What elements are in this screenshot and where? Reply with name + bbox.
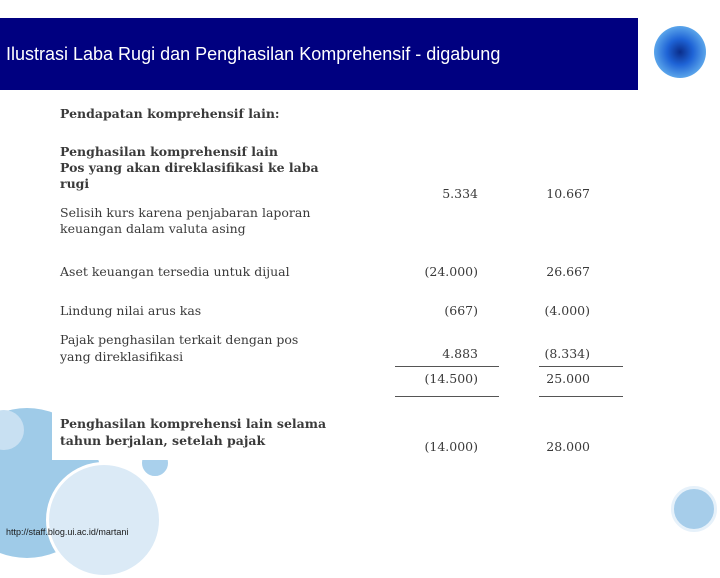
rule-line xyxy=(395,366,499,367)
row-value-col2: (4.000) xyxy=(544,303,590,318)
row-value-col1: (24.000) xyxy=(424,264,478,279)
row-label: Lindung nilai arus kas xyxy=(60,303,202,318)
decor-circle-bottom-right xyxy=(671,486,717,532)
section-title-line2: Pos yang akan direklasifikasi ke laba xyxy=(60,160,319,175)
row-label: Pajak penghasilan terkait dengan pos xyxy=(60,332,299,347)
total-col1: (14.000) xyxy=(424,439,478,454)
section-title-line3: rugi xyxy=(60,176,90,191)
row-label: Aset keuangan tersedia untuk dijual xyxy=(60,264,290,279)
row-value-col1: (667) xyxy=(444,303,478,318)
total-label: Penghasilan komprehensi lain selama xyxy=(60,416,327,431)
rule-line xyxy=(539,366,623,367)
subtotal-col2: 25.000 xyxy=(546,371,590,386)
section-title-line1: Penghasilan komprehensif lain xyxy=(60,144,278,159)
row-label: keuangan dalam valuta asing xyxy=(60,221,246,236)
total-col2: 28.000 xyxy=(546,439,590,454)
row-value-col2: 10.667 xyxy=(546,186,590,201)
decor-circle-medium xyxy=(46,462,162,578)
statement-image xyxy=(52,96,638,460)
footer-url: http://staff.blog.ui.ac.id/martani xyxy=(6,527,129,537)
subtotal-col1: (14.500) xyxy=(424,371,478,386)
row-label: yang direklasifikasi xyxy=(60,349,184,364)
rule-line xyxy=(539,396,623,397)
rule-line xyxy=(395,396,499,397)
row-label: Selisih kurs karena penjabaran laporan xyxy=(60,205,311,220)
row-value-col2: (8.334) xyxy=(544,346,590,361)
row-value-col2: 26.667 xyxy=(546,264,590,279)
statement-heading: Pendapatan komprehensif lain: xyxy=(60,106,280,121)
row-value-col1: 4.883 xyxy=(442,346,478,361)
row-value-col1: 5.334 xyxy=(442,186,478,201)
slide-title: Ilustrasi Laba Rugi dan Penghasilan Komprehensif - digabung xyxy=(6,44,501,64)
total-label: tahun berjalan, setelah pajak xyxy=(60,433,266,448)
decor-blue-orb xyxy=(654,26,706,78)
